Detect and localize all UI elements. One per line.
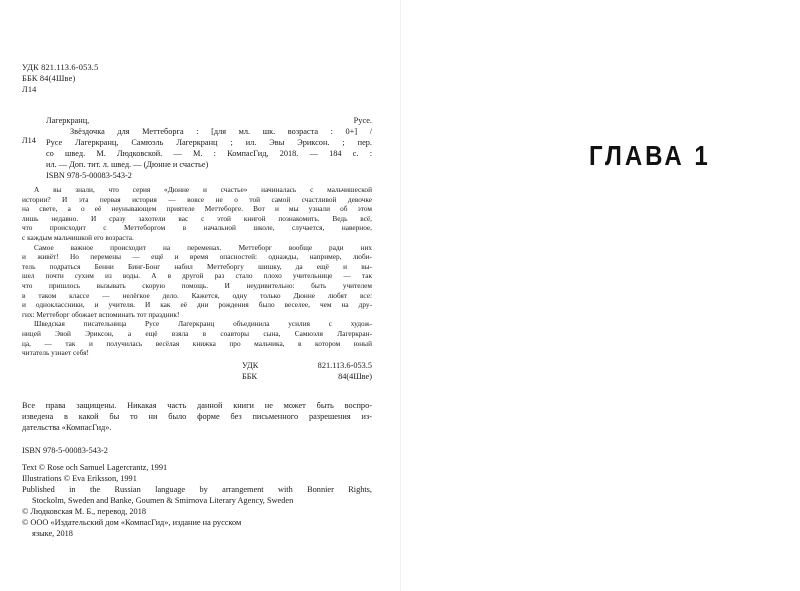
rights-line: дательства «КомпасГид». (22, 422, 112, 432)
catalog-line: Звёздочка для Меттеборга : [для мл. шк. возраста : 0+] / (70, 127, 372, 136)
annotation-line: тель подраться Бенни Бинг-Бонг набил Меттеборгу шишку, да ещё и вы- (22, 261, 372, 271)
catalog-line: со швед. М. Людковской. — М. : КомпасГид, 2018. — 184 с. : (46, 149, 372, 158)
annotation-line: что происходит с Меттеборгом в начальной школе, случается, наверное, (22, 223, 372, 233)
annotation-line: Самое важное происходит на переменах. Меттеборг вообще ради них (34, 242, 372, 252)
copyright-line: Text © Rose och Samuel Lagercrantz, 1991 (22, 462, 168, 472)
copyright-line: Illustrations © Eva Eriksson, 1991 (22, 473, 137, 483)
annotation-paragraph (22, 319, 372, 357)
catalog-author: Лагеркранц, Русе. (46, 116, 372, 125)
annotation-line: Шведская писательница Русе Лагеркранц объединила усилия с худож- (34, 319, 372, 329)
annotation-line: истории? И эта первая история — вовсе не о той самой счастливой девочке (22, 194, 372, 204)
page-gutter (400, 0, 401, 591)
udk-code: УДК 821.113.6-053.5 (22, 63, 99, 72)
annotation-line: в таком классе — нелёгкое дело. Кажется, одну только Дюнне любят все: (22, 290, 372, 300)
rights-notice (22, 400, 372, 433)
annotation-line: лишь недавно. И сразу захотели вас с этой книгой познакомить. Ведь всё, (22, 213, 372, 223)
annotation-bbk: ББК 84(4Шве) (242, 371, 372, 381)
author-mark: Л14 (22, 85, 37, 94)
copyright-line: © ООО «Издательский дом «КомпасГид», издание на русском (22, 517, 242, 527)
copyright-block (22, 462, 372, 539)
bbk-code: ББК 84(4Шве) (22, 74, 76, 83)
chapter-title: ГЛАВА 1 (589, 140, 711, 172)
catalog-line: ил. — Доп. тит. л. швед. — (Дюнне и счастье) (46, 160, 209, 169)
copyright-line: Stockolm, Sweden and Banke, Goumen & Smirnova Literary Agency, Sweden (32, 495, 294, 505)
annotation-udk: УДК 821.113.6-053.5 (242, 360, 372, 370)
copyright-line: Published in the Russian language by arrangement with Bonnier Rights, (22, 484, 372, 494)
rights-line: Все права защищены. Никакая часть данной книги не может быть воспро- (22, 400, 372, 410)
catalog-record (22, 115, 372, 181)
annotation-line: что пришлось вызывать скорую помощь. И неудивительно: быть учителем (22, 280, 372, 290)
annotation-line: ца, — так и получилась весёлая книжка про мальчика, в котором юный (22, 338, 372, 348)
annotation-line: А вы знали, что серия «Дюнне и счастье» начиналась с мальчишеской (34, 185, 372, 194)
annotation-codes (242, 360, 372, 382)
annotation-line: и живёт! Но перемены — ещё и время опасностей: однажды, например, люби- (22, 252, 372, 262)
rights-line: изведена в какой бы то ни было форме без письменного разрешения из- (22, 411, 372, 421)
catalog-author-mark: Л14 (22, 136, 36, 145)
catalog-isbn: ISBN 978-5-00083-543-2 (46, 171, 132, 180)
annotation-paragraph (22, 243, 372, 320)
annotation-line: и одноклассники, и учителя. И как её дни рождения было веселее, чем на дру- (22, 300, 372, 310)
copyright-line: языке, 2018 (32, 528, 73, 538)
isbn: ISBN 978-5-00083-543-2 (22, 445, 108, 455)
copyright-line: © Людковская М. Б., перевод, 2018 (22, 506, 146, 516)
annotation-line: шел почти сухим из воды. А в другой раз стало плохо учительнице — так (22, 271, 372, 281)
catalog-line: Русе Лагеркранц, Самюэль Лагеркранц ; ил. Эвы Эриксон. ; пер. (46, 138, 372, 147)
annotation-paragraph (22, 185, 372, 243)
imprint-page (22, 62, 372, 539)
classification-codes (22, 62, 372, 95)
annotation-line: на свете, а о её неунывающем приятеле Меттеборге. Вот и мы узнали об этом (22, 204, 372, 214)
annotation-line: гих: Меттеборг обожает вспоминать тот праздник! (22, 309, 180, 319)
annotation-line: с каждым мальчишкой его возраста. (22, 232, 134, 242)
annotation (22, 185, 372, 382)
annotation-line: читатель узнает себя! (22, 348, 89, 358)
annotation-line: ницей Эвой Эриксон, а ещё взяла в соавторы сына, Самюэля Лагеркран- (22, 328, 372, 338)
